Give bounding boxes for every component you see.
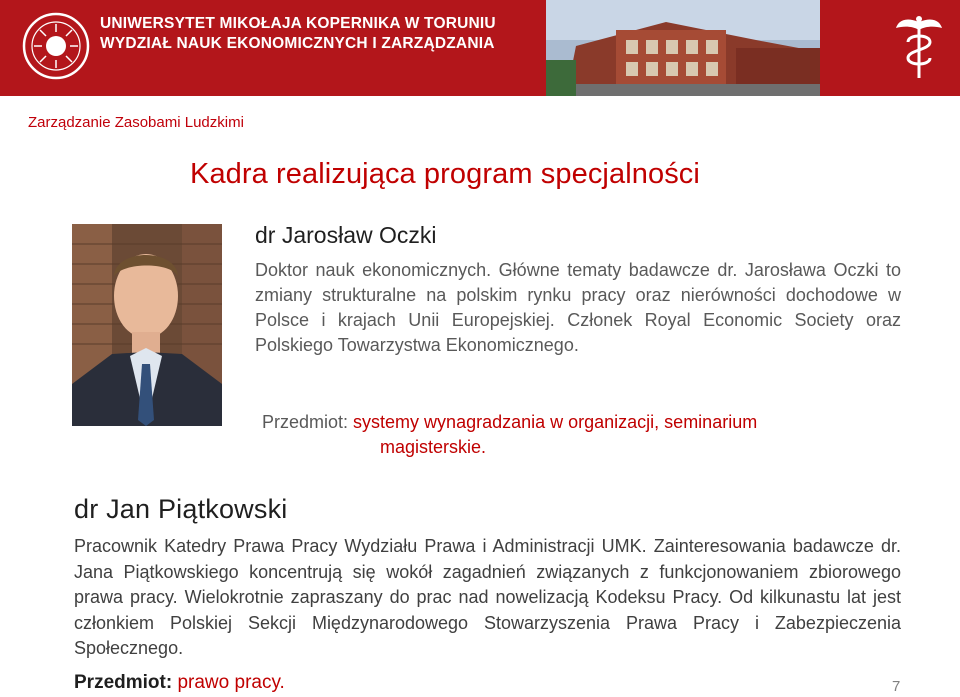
person2-subject-label: Przedmiot: <box>74 672 173 693</box>
person1-subject <box>262 410 902 460</box>
portrait-photo-oczki <box>72 224 222 426</box>
university-name-line1: UNIWERSYTET MIKOŁAJA KOPERNIKA W TORUNIU <box>100 15 496 32</box>
university-name <box>100 14 496 54</box>
person1-subject-value-cont: magisterskie. <box>380 437 487 457</box>
person2-subject <box>74 672 285 694</box>
university-name-line2: WYDZIAŁ NAUK EKONOMICZNYCH I ZARZĄDZANIA <box>100 35 495 52</box>
person2-bio: Pracownik Katedry Prawa Pracy Wydziału Prawa i Administracji UMK. Zainteresowania badawcze dr. Jana Piątkowskiego koncentrują się wokół zagadnień związanych z funkcjonowaniem zbiorowego prawa pracy. Wielokrotnie zapraszany do prac nad nowelizacją Kodeksu Pracy. Od kilkunastu lat jest członkiem Polskiej Sekcji Międzynarodowego Stowarzyszenia Prawa Pracy i Zabezpieczenia Społecznego. <box>74 536 901 658</box>
person1-bio: Doktor nauk ekonomicznych. Główne tematy badawcze dr. Jarosława Oczki to zmiany strukturalne na polskim rynku pracy oraz nierówności dochodowe w Polsce i krajach Unii Europejskiej. Członek Royal Economic Society oraz Polskiego Towarzystwa Ekonomicznego. <box>255 260 901 355</box>
header-banner <box>0 0 960 96</box>
person1-name: dr Jarosław Oczki <box>255 222 437 248</box>
university-seal-icon <box>22 12 90 80</box>
page-number: 7 <box>892 678 901 695</box>
person2-name: dr Jan Piątkowski <box>74 494 288 524</box>
campus-building-photo <box>546 0 820 96</box>
person1-subject-label: Przedmiot: <box>262 412 349 432</box>
breadcrumb: Zarządzanie Zasobami Ludzkimi <box>28 114 244 131</box>
person1-subject-value: systemy wynagradzania w organizacji, seminarium <box>353 412 758 432</box>
caduceus-icon <box>894 12 944 82</box>
person2-subject-value: prawo pracy. <box>177 672 285 693</box>
page-title: Kadra realizująca program specjalności <box>190 158 700 190</box>
